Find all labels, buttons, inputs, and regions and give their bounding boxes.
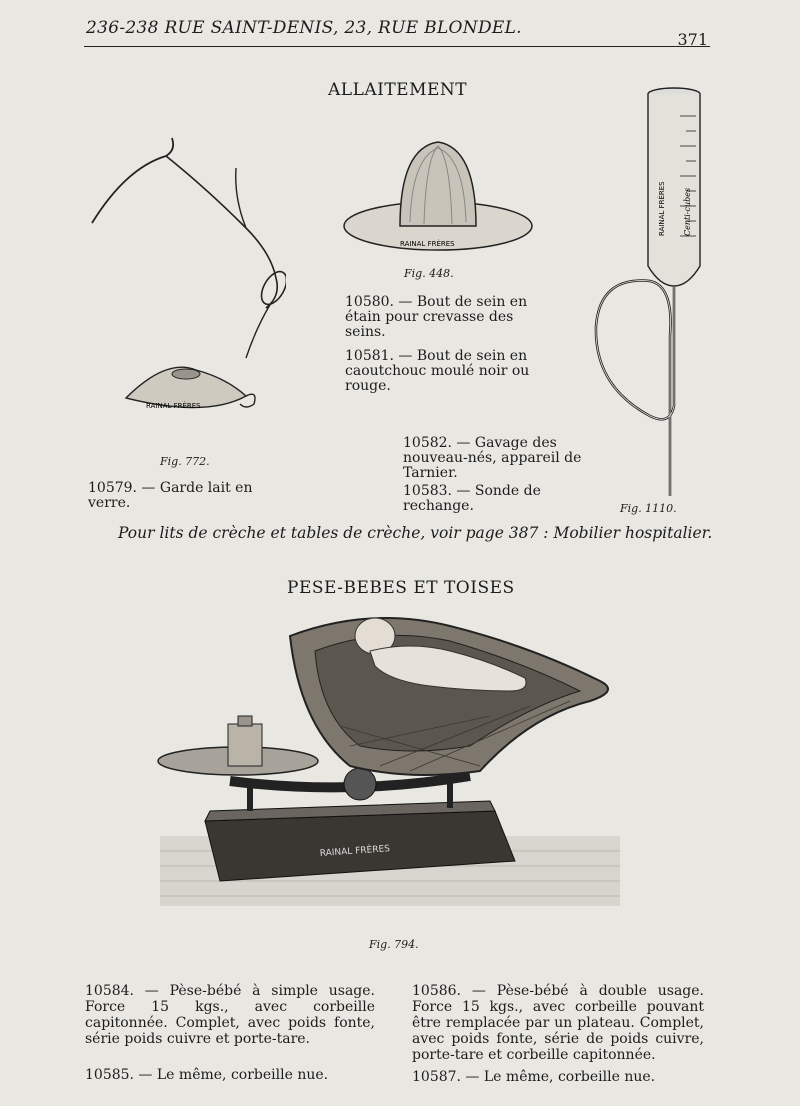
breast-shield-illustration	[338, 138, 538, 256]
breast-shield-brand: RAINAL FRÈRES	[400, 240, 455, 248]
fig-1110-caption: Fig. 1110.	[620, 502, 677, 515]
entry-10579: 10579. — Garde lait en verre.	[88, 480, 253, 511]
section-title-allaitement: ALLAITEMENT	[328, 80, 468, 100]
fig-772-caption: Fig. 772.	[160, 455, 210, 468]
entry-10583: 10583. — Sonde de rechange.	[403, 483, 541, 514]
gavage-tube-illustration	[590, 86, 710, 506]
cross-reference-note: Pour lits de crèche et tables de crèche, voir page 387 : Mobilier hospitalier.	[118, 524, 713, 542]
page-number: 371	[677, 30, 708, 49]
baby-scale-illustration	[150, 606, 640, 931]
entry-10587: 10587. — Le même, corbeille nue.	[412, 1069, 656, 1085]
tube-unit: Centi-cubes	[683, 187, 692, 236]
milk-guard-illustration	[86, 128, 286, 428]
header-rule	[84, 46, 710, 47]
entry-10585: 10585. — Le même, corbeille nue.	[85, 1067, 329, 1083]
milk-guard-brand: RAINAL FRÈRES	[146, 402, 201, 410]
entry-10581: 10581. — Bout de sein en caoutchouc moulé noir ou rouge.	[345, 348, 530, 394]
running-head: 236-238 RUE SAINT-DENIS, 23, RUE BLONDEL.	[86, 18, 522, 38]
entry-10584: 10584. — Pèse-bébé à simple usage. Force 15 kgs., avec corbeille capitonnée. Complet, avec poids fonte, série poids cuivre et porte-tare.	[85, 983, 375, 1047]
entry-10580: 10580. — Bout de sein en étain pour crevasse des seins.	[345, 294, 528, 340]
tube-brand: RAINAL FRÈRES	[658, 181, 666, 236]
scale-brand: RAINAL FRÈRES	[319, 844, 391, 859]
entry-10586: 10586. — Pèse-bébé à double usage. Force 15 kgs., avec corbeille pouvant être remplacée par un plateau. Complet, avec poids fonte, série de poids cuivre, porte-tare et corbeille capitonnée.	[412, 983, 704, 1063]
fig-448-caption: Fig. 448.	[404, 267, 454, 280]
fig-794-caption: Fig. 794.	[369, 938, 419, 951]
section-title-pese-bebes: PESE-BEBES ET TOISES	[287, 578, 515, 598]
entry-10582: 10582. — Gavage des nouveau-nés, appareil de Tarnier.	[403, 435, 582, 481]
